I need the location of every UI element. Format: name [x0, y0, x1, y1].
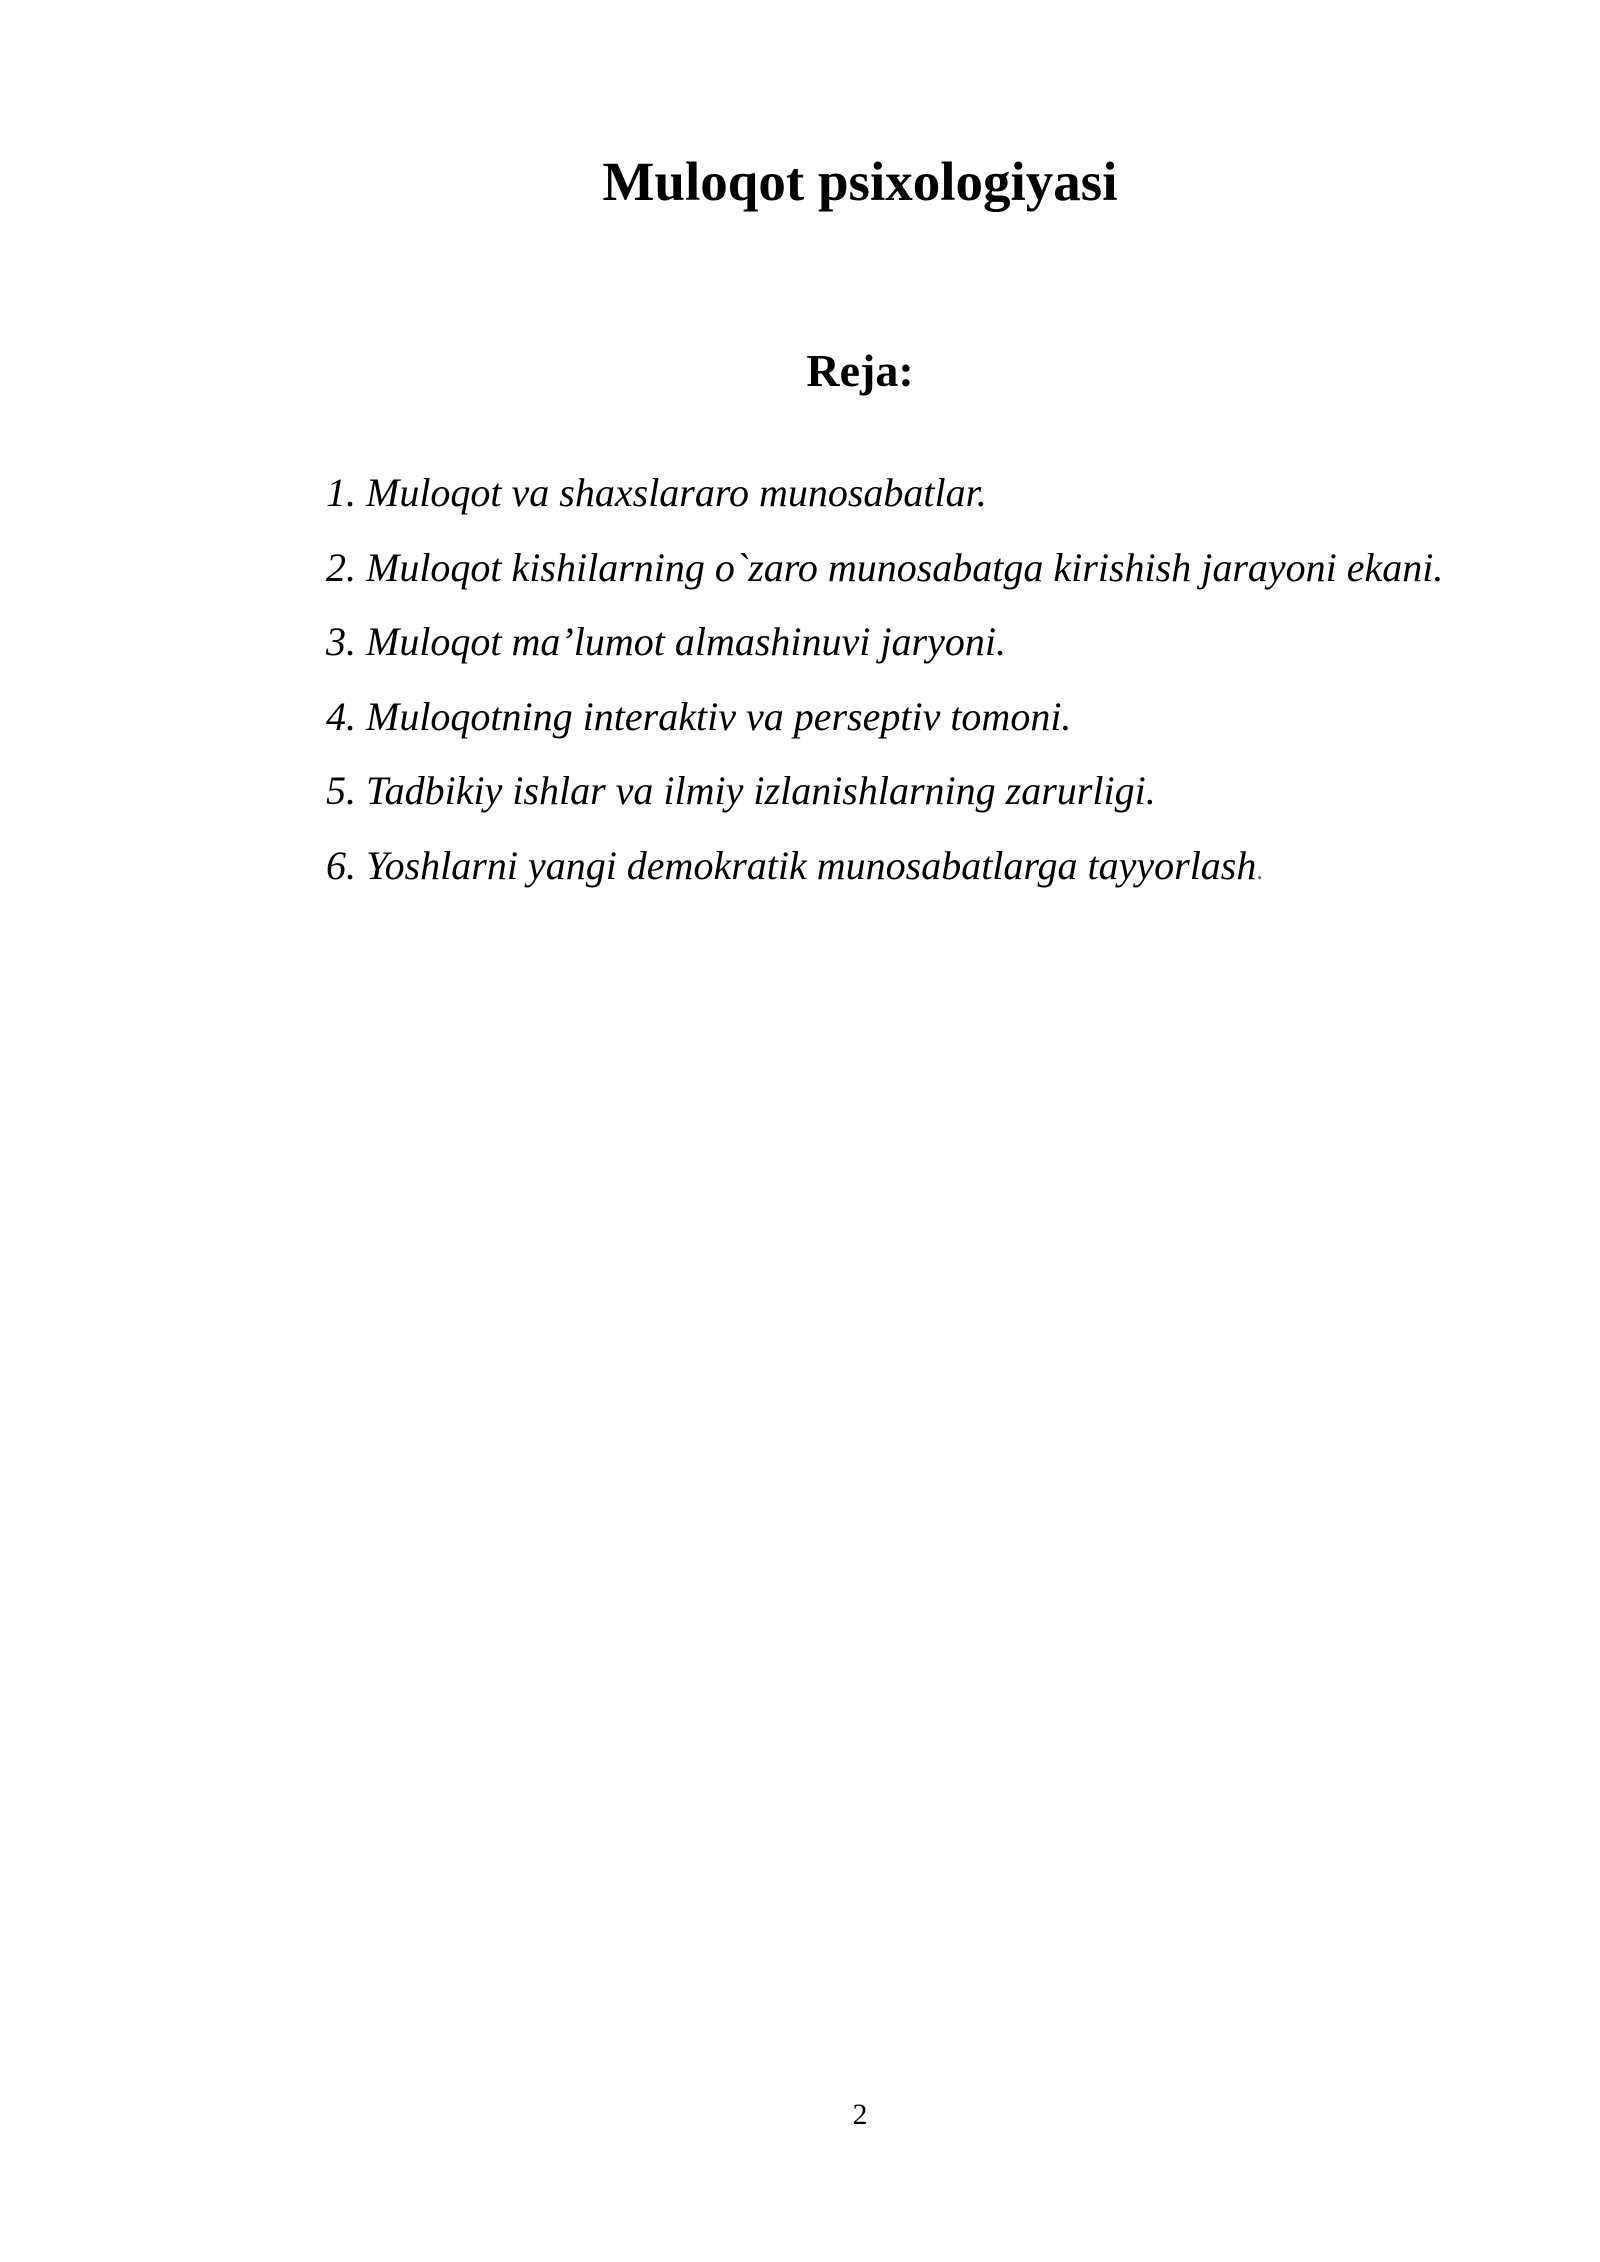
page-title: Muloqot psixologiyasi: [602, 151, 1118, 212]
page-number: 2: [852, 2098, 868, 2131]
plan-list: [326, 456, 1490, 909]
plan-heading: Reja:: [806, 345, 914, 396]
plan-item: 2. Muloqot kishilarning o`zaro munosabatga kirishish jarayoni ekani.: [326, 544, 1444, 590]
plan-item: 5. Tadbikiy ishlar va ilmiy izlanishlarning zarurligi.: [326, 768, 1156, 814]
plan-item-text: 6. Yoshlarni yangi demokratik munosabatlarga tayyorlash: [326, 842, 1257, 888]
plan-item: 1. Muloqot va shaxslararo munosabatlar.: [326, 470, 987, 515]
plan-item: 3. Muloqot ma’lumot almashinuvi jaryoni.: [326, 619, 1006, 665]
plan-item: [326, 829, 1490, 909]
plan-item-trailing-period: .: [1256, 855, 1263, 885]
plan-item: 4. Muloqotning interaktiv va perseptiv tomoni.: [326, 693, 1072, 739]
